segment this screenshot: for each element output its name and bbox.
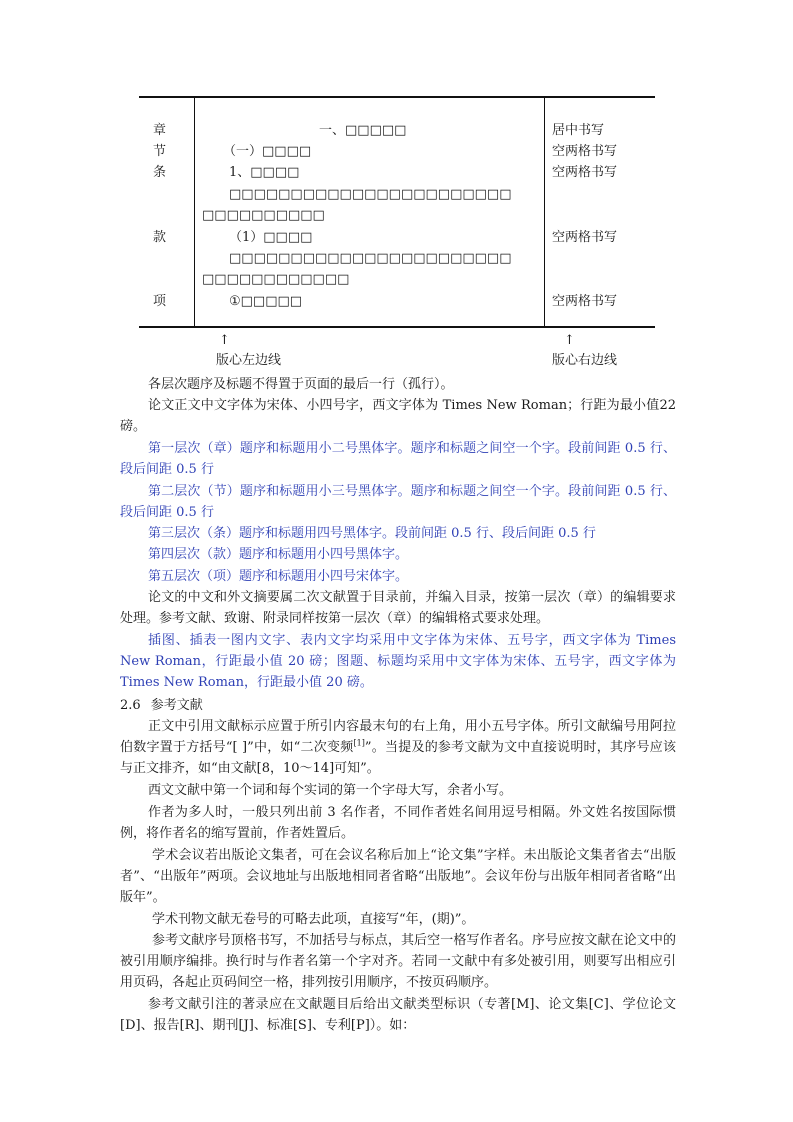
section-number: 2.6 [120,698,141,713]
rule-chapter: 居中书写 [552,123,605,138]
left-border-label: 版心左边线 [216,353,282,368]
level3-format-paragraph: 第三层次（条）题序和标题用四号黑体字。段前间距 0.5 行、段后间距 0.5 行 [148,526,596,541]
rule-clause: 空两格书写 [552,230,618,245]
sample-article-text-2: □□□□□□□□□□ [202,208,325,223]
level4-format-paragraph: 第四层次（款）题序和标题用小四号黑体字。 [148,547,409,562]
heading-layout-table [139,96,655,327]
right-border-label: 版心右边线 [552,353,618,368]
right-border-arrow-icon: ↑ [564,333,575,348]
level-label-article: 条 [153,165,167,180]
level1-format-paragraph: 第一层次（章）题序和标题用小二号黑体字。题序和标题之间空一个字。段前间距 0.5 行、段后间距 0.5 行 [120,441,676,477]
citation-paragraph [120,716,676,779]
table-bottom-rule [139,326,655,328]
left-border-line [194,97,195,326]
level-label-chapter: 章 [153,123,167,138]
sample-clause-text-1: □□□□□□□□□□□□□□□□□□□□□□□ [229,251,512,266]
left-border-arrow-icon: ↑ [219,333,230,348]
sample-chapter: 一、□□□□□ [319,123,407,138]
sample-clause-text-2: □□□□□□□□□□□□ [202,272,350,287]
level2-format-paragraph: 第二层次（节）题序和标题用小三号黑体字。题序和标题之间空一个字。段前间距 0.5 行、段后间距 0.5 行 [120,484,676,520]
sample-article-text-1: □□□□□□□□□□□□□□□□□□□□□□□ [229,187,512,202]
citation-text-a: 正文中引用文献标示应置于所引内容最末句的右上角，用小五号字体。所引文献编号用阿拉伯数字置于方括号“[ ]”中，如“二次变频 [120,719,676,755]
rule-section: 空两格书写 [552,144,618,159]
conference-paragraph: 学术会议若出版论文集者，可在会议名称后加上“论文集”字样。未出版论文集者省去“出版者”、“出版年”两项。会议地址与出版地相同者省略“出版地”。会议年份与出版年相同者省略“出版年”。 [120,848,676,905]
rule-item: 空两格书写 [552,294,618,309]
level-label-item: 项 [153,294,167,309]
sample-article: 1、□□□□ [229,165,300,180]
citation-text-b: ”。当提及的参考文献为文中直接说明时，其序号应该与正文排齐，如“由文献[8，10～14]可知”。 [120,740,676,776]
level-label-clause: 款 [153,230,167,245]
figures-format-paragraph: 插图、插表一图内文字、表内文字均采用中文字体为宋体、五号字，西文字体为 Times New Roman，行距最小值 20 磅；图题、标题均采用中文字体为宋体、五号字，西文字体为 Times New Roman，行距最小值 20 磅。 [120,633,676,690]
section-title: 参考文献 [150,698,203,713]
orphan-rule-paragraph: 各层次题序及标题不得置于页面的最后一行（孤行）。 [148,377,454,392]
table-top-rule [139,96,655,98]
section-heading [120,695,203,716]
level-label-section: 节 [153,144,167,159]
citation-superscript: [1] [353,738,365,748]
numbering-paragraph: 参考文献序号顶格书写，不加括号与标点，其后空一格写作者名。序号应按文献在论文中的被引用顺序编排。换行时与作者名第一个字对齐。若同一文献中有多处被引用，则要写出相应引用页码，各起止页码间空一格，排列按引用顺序，不按页码顺序。 [120,933,676,990]
right-border-line [544,97,545,326]
sample-section: （一）□□□□ [223,144,312,159]
body-font-paragraph: 论文正文中文字体为宋体、小四号字，西文字体为 Times New Roman；行距为最小值22 磅。 [120,398,676,434]
level5-format-paragraph: 第五层次（项）题序和标题用小四号宋体字。 [148,569,409,584]
sample-item: ①□□□□□ [229,294,303,309]
capitalization-paragraph: 西文文献中第一个词和每个实词的第一个字母大写，余者小写。 [148,783,513,798]
doc-types-paragraph: 参考文献引注的著录应在文献题目后给出文献类型标识（专著[M]、论文集[C]、学位论文[D]、报告[R]、期刊[J]、标准[S]、专利[P]）。如： [120,997,676,1033]
authors-paragraph: 作者为多人时，一般只列出前 3 名作者，不同作者姓名间用逗号相隔。外文姓名按国际惯例，将作者名的缩写置前，作者姓置后。 [120,805,676,841]
journal-paragraph: 学术刊物文献无卷号的可略去此项，直接写“年，(期)”。 [152,912,475,927]
sample-clause: （1）□□□□ [229,230,313,245]
abstract-format-paragraph: 论文的中文和外文摘要属二次文献置于目录前，并编入目录，按第一层次（章）的编辑要求处理。参考文献、致谢、附录同样按第一层次（章）的编辑格式要求处理。 [120,590,676,626]
rule-article: 空两格书写 [552,165,618,180]
